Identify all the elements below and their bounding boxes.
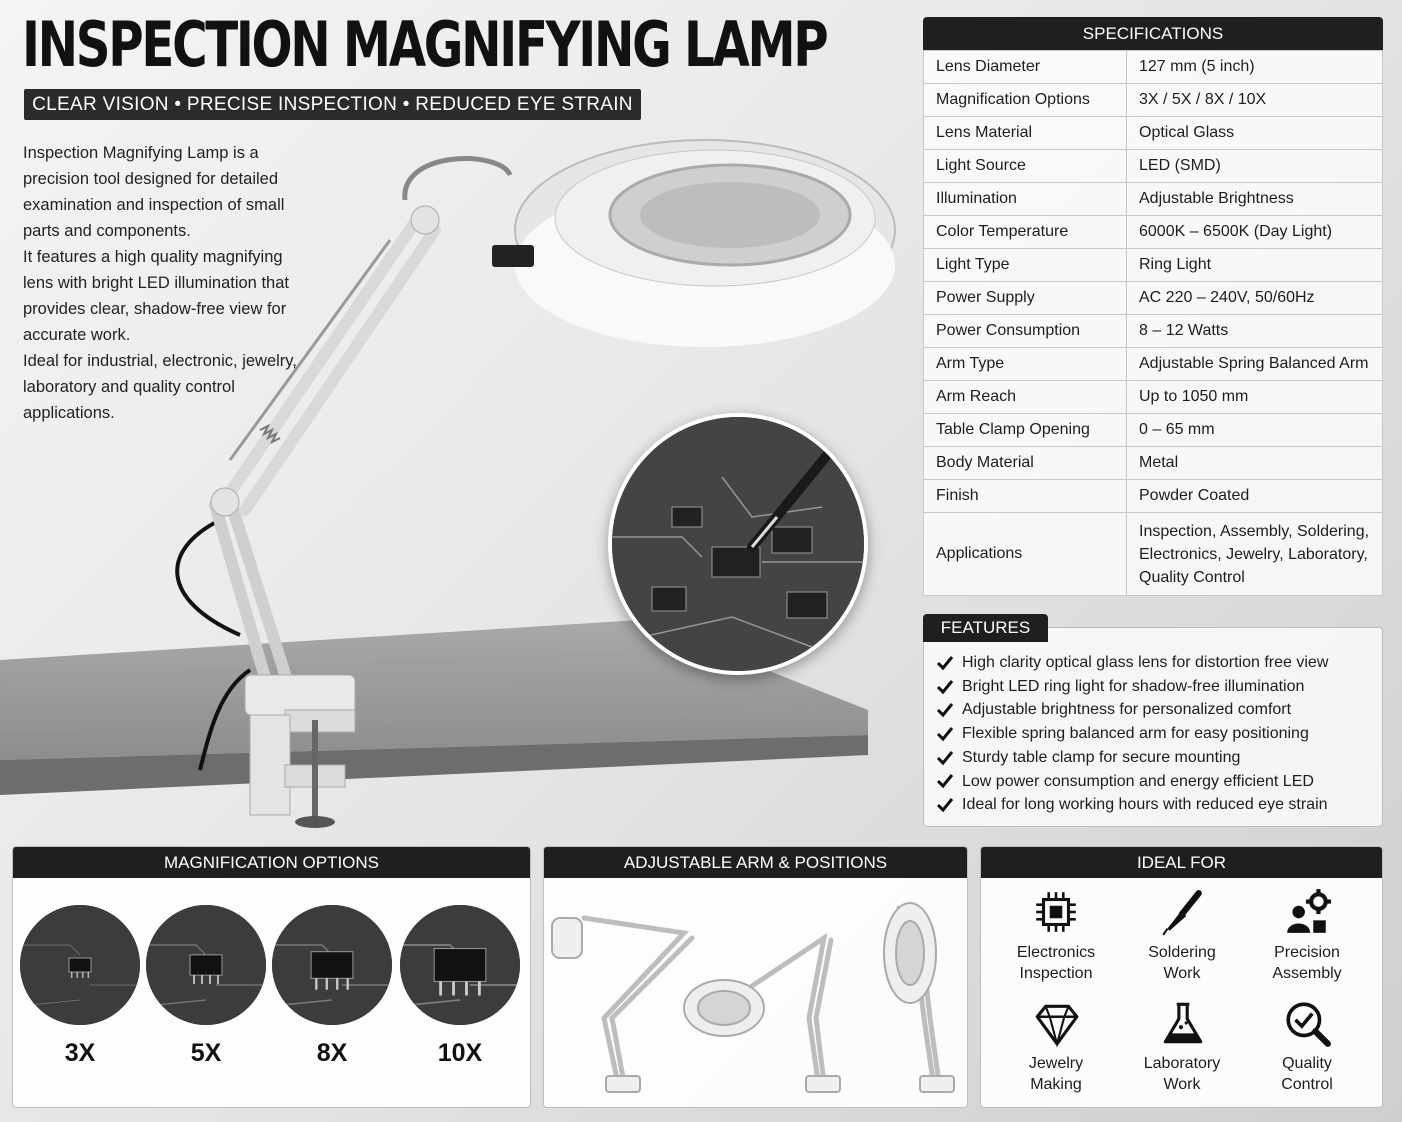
- ideal-for-label-line2: Inspection: [1019, 964, 1093, 982]
- tagline-banner: CLEAR VISION • PRECISE INSPECTION • REDUCED EYE STRAIN: [24, 89, 641, 120]
- spec-key: Body Material: [924, 447, 1127, 480]
- pcb-magnified-image: [20, 905, 140, 1025]
- feature-item: [936, 675, 1328, 699]
- checkmark-icon: [936, 796, 954, 814]
- magnification-label: 8X: [316, 1039, 348, 1067]
- page-title: INSPECTION MAGNIFYING LAMP: [22, 8, 827, 81]
- spec-value: Adjustable Brightness: [1127, 183, 1383, 216]
- spec-value: LED (SMD): [1127, 150, 1383, 183]
- feature-text: Flexible spring balanced arm for easy positioning: [962, 725, 1309, 743]
- arm-positions-panel: [543, 846, 968, 1108]
- spec-row: [924, 216, 1383, 249]
- soldering-iron-icon: [1157, 887, 1207, 937]
- checkmark-icon: [936, 654, 954, 672]
- feature-item: [936, 770, 1328, 794]
- feature-text: Low power consumption and energy efficient LED: [962, 772, 1314, 790]
- magnification-label: 3X: [64, 1039, 96, 1067]
- spec-key: Applications: [924, 513, 1127, 596]
- checkmark-icon: [936, 749, 954, 767]
- spec-row: [924, 51, 1383, 84]
- ideal-for-label-line1: Electronics: [1016, 944, 1096, 961]
- ideal-for-item: [1122, 887, 1242, 984]
- intro-paragraph: Ideal for industrial, electronic, jewelry, laboratory and quality control applications.: [23, 352, 297, 422]
- spec-row: [924, 414, 1383, 447]
- spec-row: [924, 84, 1383, 117]
- spec-value: 3X / 5X / 8X / 10X: [1127, 84, 1383, 117]
- spec-row: [924, 480, 1383, 513]
- magnification-option: [400, 905, 520, 1068]
- ideal-for-item: [996, 887, 1116, 984]
- flask-icon: [1157, 998, 1207, 1048]
- spec-value: 6000K – 6500K (Day Light): [1127, 216, 1383, 249]
- spec-value: Up to 1050 mm: [1127, 381, 1383, 414]
- feature-text: Ideal for long working hours with reduced eye strain: [962, 796, 1328, 814]
- feature-item: [936, 722, 1328, 746]
- ideal-for-item: [1247, 887, 1367, 984]
- feature-item: [936, 746, 1328, 770]
- magnification-option: [272, 905, 392, 1068]
- spec-key: Finish: [924, 480, 1127, 513]
- feature-text: Adjustable brightness for personalized comfort: [962, 701, 1292, 719]
- feature-item: [936, 793, 1328, 817]
- ideal-for-label-line2: Control: [1281, 1075, 1333, 1093]
- spec-value: 8 – 12 Watts: [1127, 315, 1383, 348]
- spec-value: 127 mm (5 inch): [1127, 51, 1383, 84]
- arm-positions-heading: ADJUSTABLE ARM & POSITIONS: [544, 847, 967, 878]
- spec-row: [924, 513, 1383, 596]
- ideal-for-item: [996, 998, 1116, 1095]
- spec-value: Powder Coated: [1127, 480, 1383, 513]
- pcb-magnified-image: [146, 905, 266, 1025]
- spec-row: [924, 183, 1383, 216]
- spec-key: Light Source: [924, 150, 1127, 183]
- features-list: [936, 651, 1328, 817]
- worker-gear-icon: [1282, 887, 1332, 937]
- checkmark-icon: [936, 701, 954, 719]
- diamond-icon: [1031, 998, 1081, 1048]
- spec-key: Power Supply: [924, 282, 1127, 315]
- pcb-magnified-image: [400, 905, 520, 1025]
- spec-key: Color Temperature: [924, 216, 1127, 249]
- ideal-for-item: [1247, 998, 1367, 1095]
- spec-key: Arm Type: [924, 348, 1127, 381]
- spec-value: Metal: [1127, 447, 1383, 480]
- ideal-for-heading: IDEAL FOR: [981, 847, 1382, 878]
- ideal-for-label-line2: Assembly: [1272, 964, 1342, 982]
- ideal-for-label-line2: Work: [1163, 964, 1201, 982]
- arm-positions-image: [544, 878, 967, 1107]
- specifications-heading: SPECIFICATIONS: [923, 17, 1383, 50]
- ideal-for-label-line1: Jewelry: [1028, 1055, 1084, 1072]
- spec-key: Light Type: [924, 249, 1127, 282]
- checkmark-icon: [936, 678, 954, 696]
- spec-key: Table Clamp Opening: [924, 414, 1127, 447]
- ideal-for-label-line1: Quality: [1282, 1055, 1332, 1072]
- pcb-magnified-image: [272, 905, 392, 1025]
- spec-row: [924, 117, 1383, 150]
- checkmark-icon: [936, 725, 954, 743]
- feature-text: High clarity optical glass lens for distortion free view: [962, 654, 1329, 671]
- feature-item: [936, 698, 1328, 722]
- spec-row: [924, 249, 1383, 282]
- magnification-option: [146, 905, 266, 1068]
- intro-paragraph: It features a high quality magnifying lens with bright LED illumination that provides clear, shadow-free view for accurate work.: [23, 248, 289, 344]
- feature-item: [936, 651, 1328, 675]
- spec-key: Illumination: [924, 183, 1127, 216]
- magnification-label: 10X: [437, 1039, 483, 1067]
- checkmark-icon: [936, 772, 954, 790]
- ideal-for-label-line1: Soldering: [1148, 944, 1216, 961]
- ideal-for-label-line2: Making: [1030, 1075, 1082, 1093]
- specifications-table: [923, 50, 1383, 596]
- spec-key: Arm Reach: [924, 381, 1127, 414]
- spec-row: [924, 447, 1383, 480]
- magnifier-check-icon: [1282, 998, 1332, 1048]
- ideal-for-label-line1: Laboratory: [1143, 1055, 1221, 1072]
- spec-row: [924, 348, 1383, 381]
- magnification-heading: MAGNIFICATION OPTIONS: [13, 847, 530, 878]
- spec-row: [924, 381, 1383, 414]
- spec-value: Inspection, Assembly, Soldering, Electronics, Jewelry, Laboratory, Quality Control: [1127, 513, 1383, 596]
- ideal-for-label-line2: Work: [1163, 1075, 1201, 1093]
- spec-key: Lens Material: [924, 117, 1127, 150]
- spec-value: Optical Glass: [1127, 117, 1383, 150]
- features-heading: FEATURES: [923, 614, 1048, 642]
- magnification-label: 5X: [190, 1039, 222, 1067]
- spec-key: Lens Diameter: [924, 51, 1127, 84]
- feature-text: Sturdy table clamp for secure mounting: [962, 748, 1241, 766]
- spec-value: Adjustable Spring Balanced Arm: [1127, 348, 1383, 381]
- chip-icon: [1031, 887, 1081, 937]
- feature-text: Bright LED ring light for shadow-free illumination: [962, 677, 1305, 695]
- spec-key: Magnification Options: [924, 84, 1127, 117]
- pcb-closeup-image: [608, 413, 868, 675]
- spec-row: [924, 315, 1383, 348]
- ideal-for-label-line1: Precision: [1274, 944, 1340, 961]
- spec-value: Ring Light: [1127, 249, 1383, 282]
- intro-paragraph: Inspection Magnifying Lamp is a precision tool designed for detailed examination and inspection of small parts and components.: [23, 144, 285, 240]
- spec-value: 0 – 65 mm: [1127, 414, 1383, 447]
- spec-value: AC 220 – 240V, 50/60Hz: [1127, 282, 1383, 315]
- spec-row: [924, 150, 1383, 183]
- ideal-for-item: [1122, 998, 1242, 1095]
- spec-key: Power Consumption: [924, 315, 1127, 348]
- magnification-option: [20, 905, 140, 1068]
- spec-row: [924, 282, 1383, 315]
